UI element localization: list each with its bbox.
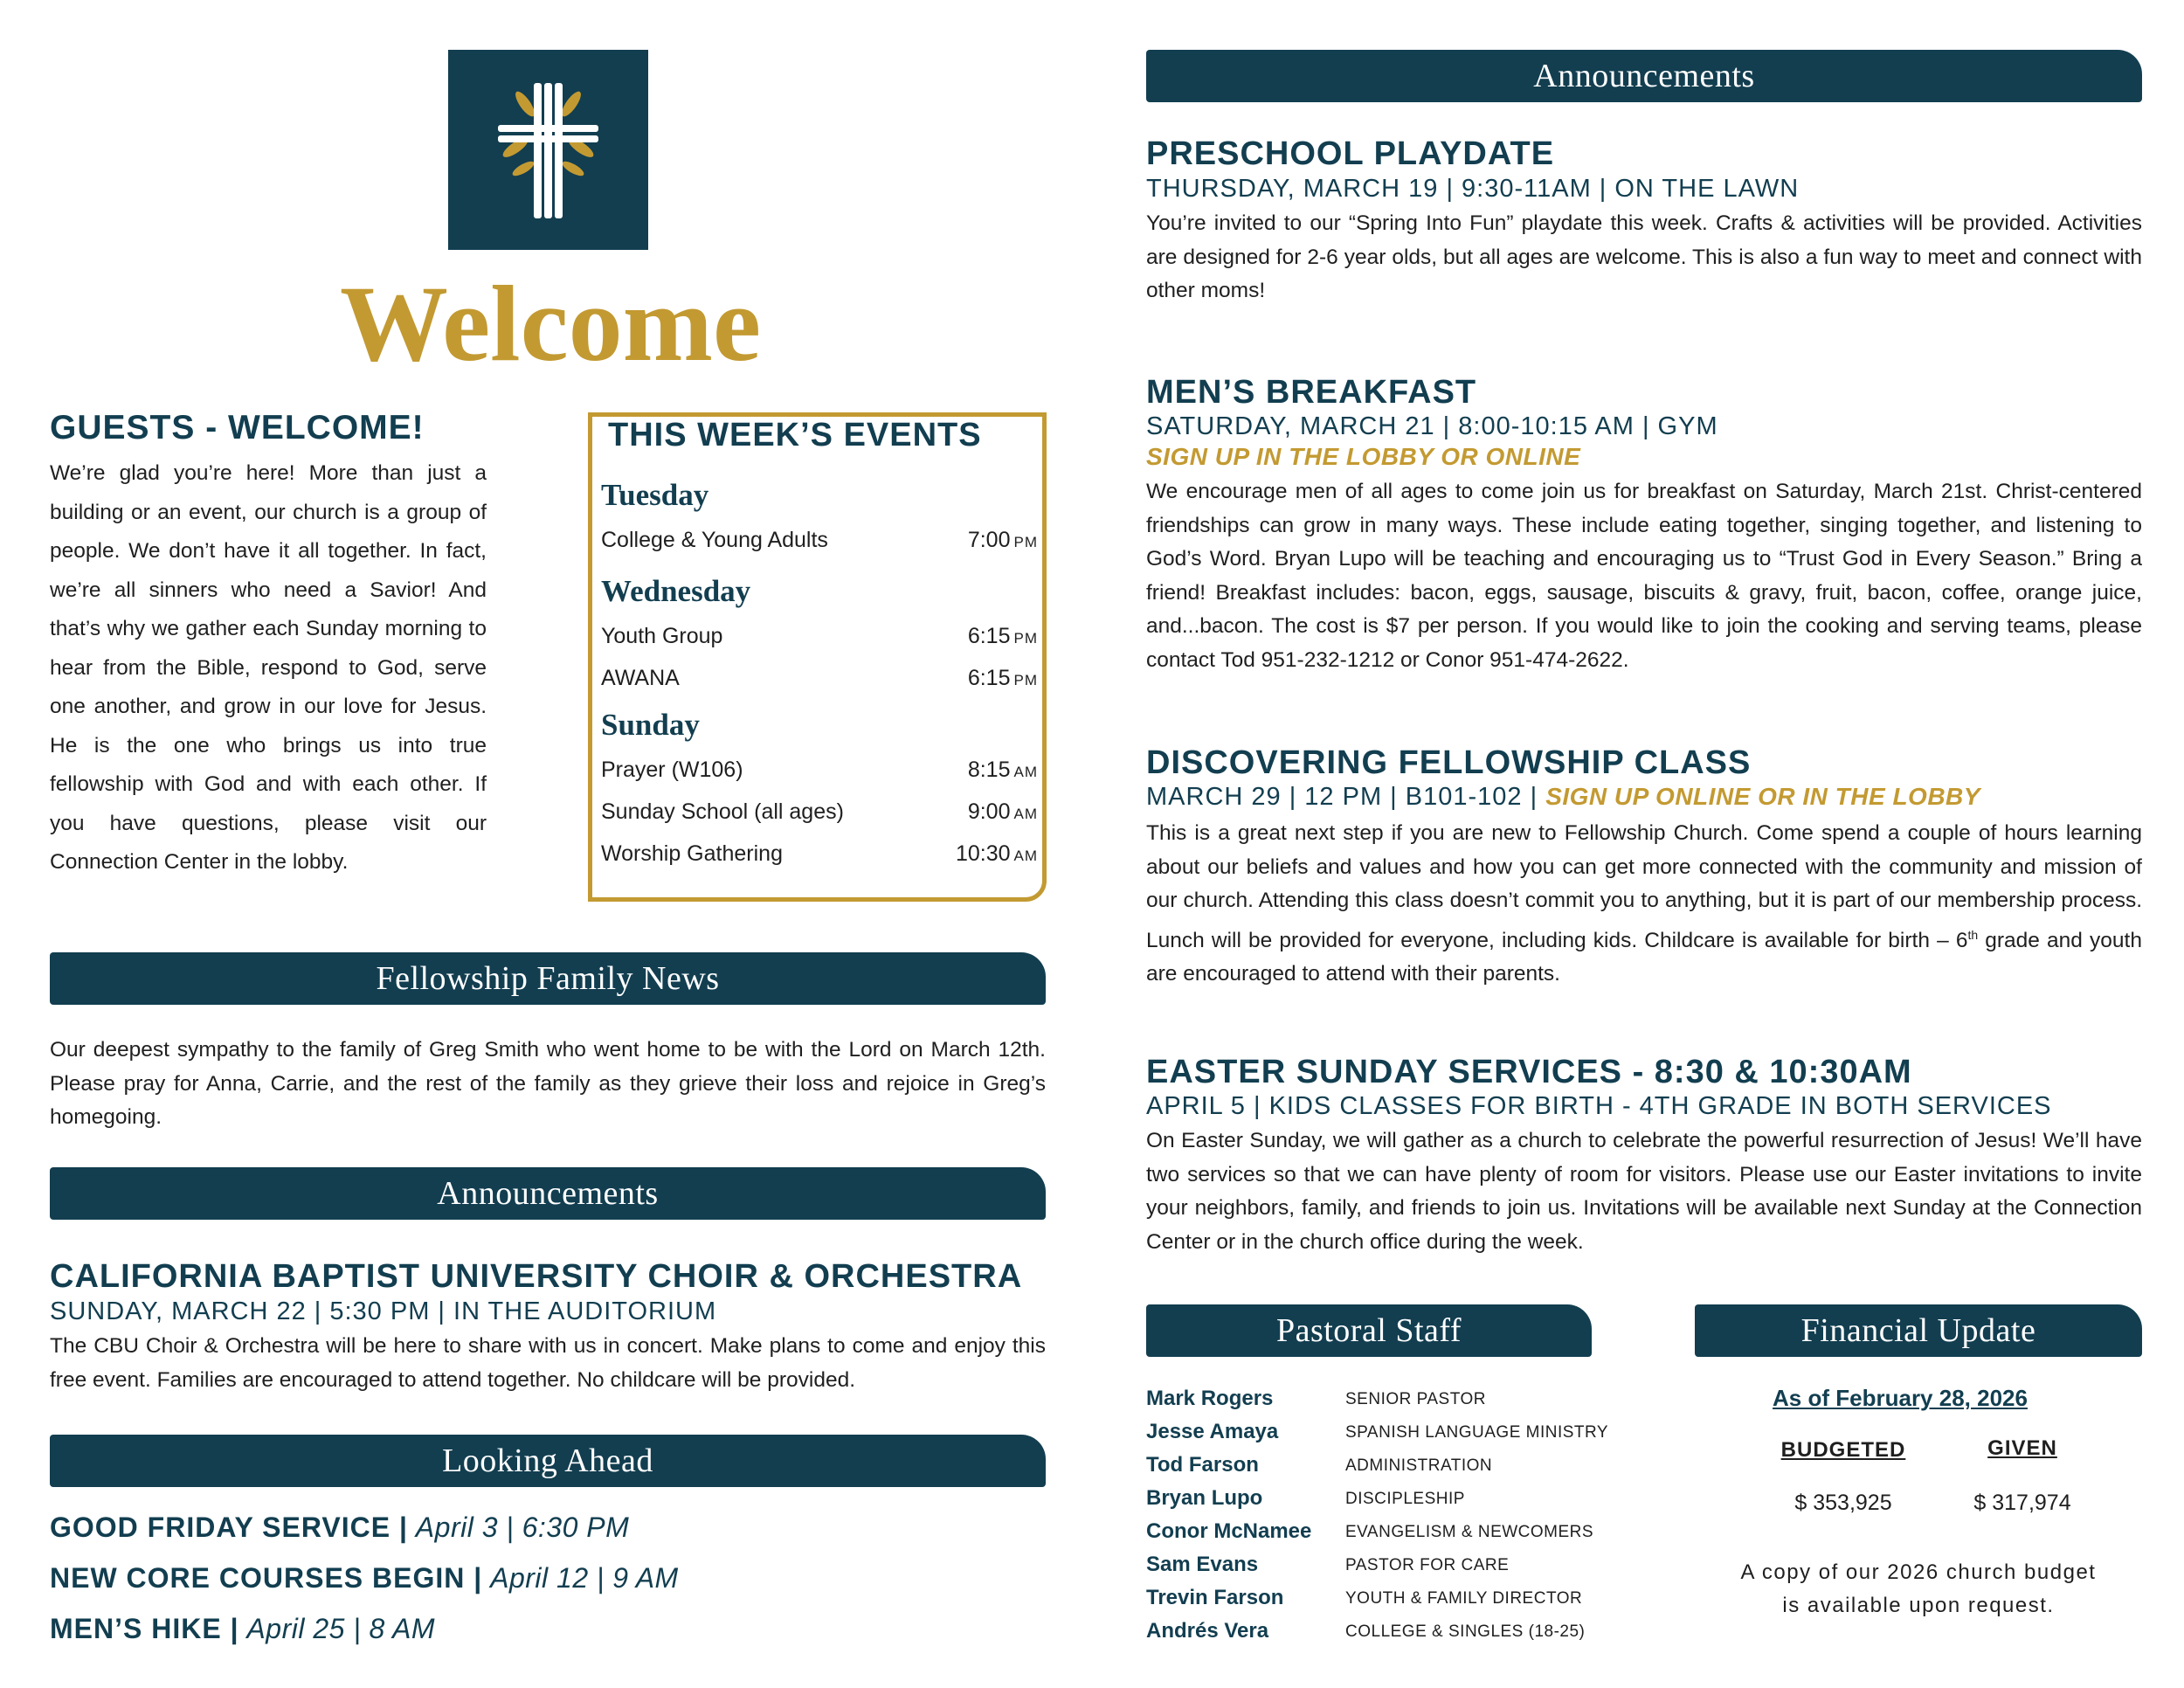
event-name: Youth Group [601, 624, 723, 648]
staff-name: Mark Rogers [1146, 1387, 1274, 1410]
event-row [601, 666, 1038, 691]
cross-icon [448, 50, 648, 250]
church-logo [448, 50, 648, 250]
event-time: 8:15 AM [967, 758, 1038, 782]
announcements-bar-left: Announcements [50, 1167, 1046, 1220]
finance-note-line-2: is available upon request. [1782, 1594, 2055, 1617]
event-row [601, 528, 1038, 553]
easter-services-title: EASTER SUNDAY SERVICES - 8:30 & 10:30AM [1146, 1054, 1912, 1090]
event-day-wednesday: Wednesday [601, 574, 751, 608]
staff-role: SPANISH LANGUAGE MINISTRY [1345, 1423, 1609, 1442]
event-name: Sunday School (all ages) [601, 799, 844, 824]
guests-welcome-text: We’re glad you’re here! More than just a building or an event, our church is a group of people. We don’t have it all together. In fact, we’re all sinners who need a Savior! And that’s why we gather each Sunday morning to hear from the Bible, respond to God, serve one another, and grow in our love for Jesus. He is the one who brings us into true fellowship with God and with each other. If you have questions, please visit our Connection Center in the lobby. [50, 461, 487, 874]
event-row [601, 624, 1038, 649]
pastoral-staff-bar: Pastoral Staff [1146, 1304, 1592, 1357]
finance-budgeted-value: $ 353,925 [1794, 1491, 1892, 1515]
event-time: 7:00 PM [967, 528, 1038, 552]
staff-role: DISCIPLESHIP [1345, 1490, 1465, 1508]
event-row [601, 841, 1038, 867]
mens-breakfast-title: MEN’S BREAKFAST [1146, 374, 1477, 411]
finance-note-line-1: A copy of our 2026 church budget [1740, 1560, 2097, 1584]
finance-as-of-date: As of February 28, 2026 [1773, 1385, 2028, 1411]
event-day-sunday: Sunday [601, 708, 700, 742]
staff-name: Bryan Lupo [1146, 1486, 1263, 1510]
staff-name: Trevin Farson [1146, 1586, 1284, 1609]
event-time: 9:00 AM [967, 799, 1038, 824]
cbu-concert-title: CALIFORNIA BAPTIST UNIVERSITY CHOIR & ORCHESTRA [50, 1258, 1023, 1295]
event-time: 6:15 PM [967, 624, 1038, 648]
family-news-text: Our deepest sympathy to the family of Greg Smith who went home to be with the Lord on March 12th. Please pray for Anna, Carrie, and the rest of the family as they grieve their loss and rejoice in Greg’s homegoing. [50, 1038, 1046, 1129]
event-name: AWANA [601, 666, 680, 690]
staff-name: Conor McNamee [1146, 1519, 1312, 1543]
event-name: College & Young Adults [601, 528, 828, 552]
this-weeks-events-box [588, 412, 1047, 902]
mens-breakfast-text: We encourage men of all ages to come join us for breakfast on Saturday, March 21st. Christ-centered friendships can grow in many ways. These include eating together, singing together, and listening to God’s Word. Bryan Lupo will be teaching and encouraging us to “Trust God in Every Season.” Bring a friend! Breakfast includes: bacon, eggs, sausage, biscuits & gravy, fruit, bacon, coffee, orange juice, and...bacon. The cost is $7 per person. If you would like to join the cooking and serving teams, please contact Tod 951-232-1212 or Conor 951-474-2622. [1146, 480, 2142, 672]
preschool-playdate-details: THURSDAY, MARCH 19 | 9:30-11AM | ON THE LAWN [1146, 175, 1800, 203]
mens-breakfast-details: SATURDAY, MARCH 21 | 8:00-10:15 AM | GYM [1146, 412, 1718, 440]
financial-update-bar: Financial Update [1695, 1304, 2142, 1357]
looking-ahead-item: GOOD FRIDAY SERVICE | April 3 | 6:30 PM [50, 1512, 630, 1543]
staff-role: ADMINISTRATION [1345, 1456, 1493, 1475]
looking-ahead-bar: Looking Ahead [50, 1435, 1046, 1487]
event-name: Worship Gathering [601, 841, 783, 866]
finance-given-label: GIVEN [1987, 1436, 2057, 1460]
staff-role: YOUTH & FAMILY DIRECTOR [1345, 1589, 1583, 1608]
looking-ahead-item: NEW CORE COURSES BEGIN | April 12 | 9 AM [50, 1562, 679, 1594]
staff-name: Jesse Amaya [1146, 1420, 1279, 1443]
looking-ahead-item: MEN’S HIKE | April 25 | 8 AM [50, 1613, 436, 1644]
staff-role: SENIOR PASTOR [1345, 1390, 1486, 1408]
cbu-concert-details: SUNDAY, MARCH 22 | 5:30 PM | IN THE AUDITORIUM [50, 1297, 717, 1325]
guests-welcome-title: GUESTS - WELCOME! [50, 409, 425, 446]
cbu-concert-text: The CBU Choir & Orchestra will be here to share with us in concert. Make plans to come and enjoy this free event. Families are encouraged to attend together. No childcare will be provided. [50, 1334, 1046, 1392]
staff-role: COLLEGE & SINGLES (18-25) [1345, 1622, 1586, 1641]
event-name: Prayer (W106) [601, 758, 743, 782]
easter-services-details: APRIL 5 | KIDS CLASSES FOR BIRTH - 4TH GRADE IN BOTH SERVICES [1146, 1092, 2052, 1120]
event-row [601, 758, 1038, 783]
finance-given-value: $ 317,974 [1973, 1491, 2071, 1515]
event-time: 10:30 AM [955, 841, 1038, 866]
mens-breakfast-signup: SIGN UP IN THE LOBBY OR ONLINE [1146, 443, 1581, 470]
easter-services-text: On Easter Sunday, we will gather as a church to celebrate the powerful resurrection of Jesus! We’ll have two services so that we can have plenty of room for visitors. Please use our Easter invitations to invite your neighbors, family, and friends to join us. Invitations will be available next Sunday at the Connection Center or in the church office during the week. [1146, 1129, 2142, 1254]
fellowship-family-news-bar: Fellowship Family News [50, 952, 1046, 1005]
staff-name: Sam Evans [1146, 1553, 1259, 1576]
staff-role: EVANGELISM & NEWCOMERS [1345, 1523, 1594, 1541]
welcome-heading: Welcome [339, 264, 761, 384]
events-title: THIS WEEK’S EVENTS [608, 417, 982, 453]
discovering-fellowship-title: DISCOVERING FELLOWSHIP CLASS [1146, 744, 1752, 781]
discovering-fellowship-details: MARCH 29 | 12 PM | B101-102 | SIGN UP ONLINE OR IN THE LOBBY [1146, 783, 1980, 811]
staff-name: Tod Farson [1146, 1453, 1259, 1477]
announcements-bar-right: Announcements [1146, 50, 2142, 102]
discovering-fellowship-text: This is a great next step if you are new to Fellowship Church. Come spend a couple of hours learning about our beliefs and values and how you can get more connected with the community and mission of our church. Attending this class doesn’t commit you to anything, but it is part of our membership process. Lunch will be provided for everyone, including kids. Childcare is available for birth – 6th grade and youth are encouraged to attend with their parents. [1146, 821, 2142, 986]
event-day-tuesday: Tuesday [601, 478, 709, 512]
event-time: 6:15 PM [967, 666, 1038, 690]
preschool-playdate-title: PRESCHOOL PLAYDATE [1146, 135, 1555, 172]
finance-budgeted-label: BUDGETED [1780, 1438, 1906, 1462]
staff-name: Andrés Vera [1146, 1619, 1269, 1643]
staff-role: PASTOR FOR CARE [1345, 1556, 1510, 1574]
event-row [601, 799, 1038, 825]
preschool-playdate-text: You’re invited to our “Spring Into Fun” playdate this week. Crafts & activities will be provided. Activities are designed for 2-6 year olds, but all ages are welcome. This is also a fun way to meet and connect with other moms! [1146, 211, 2142, 302]
